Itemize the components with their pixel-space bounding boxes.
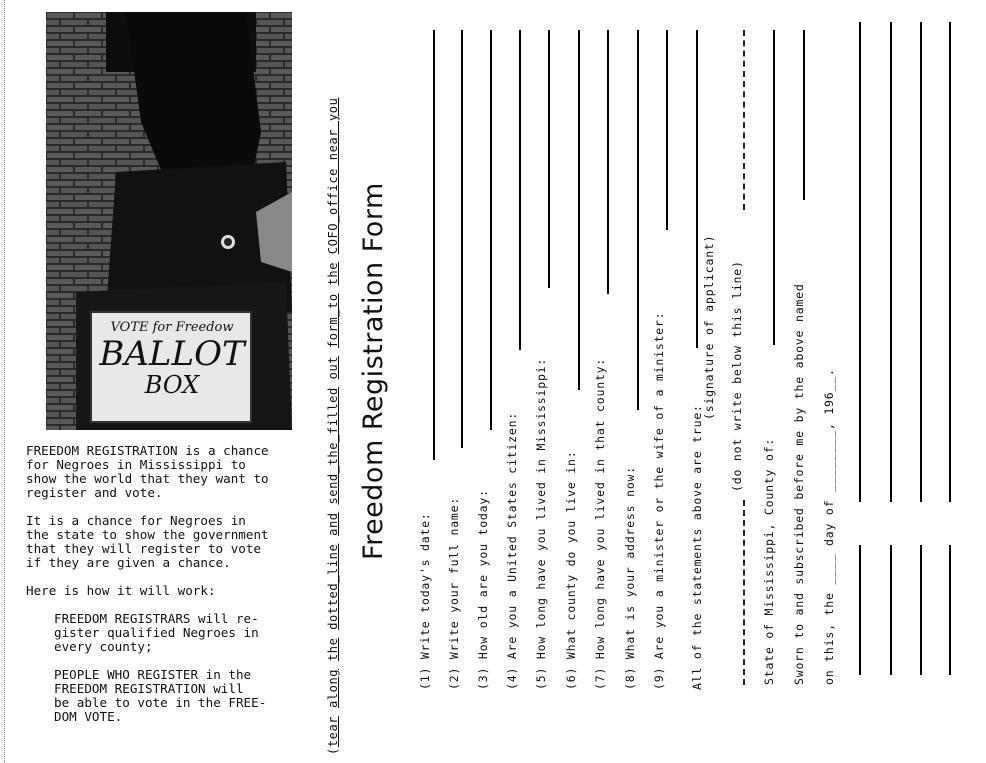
- question-1: [418, 512, 432, 690]
- question-number: (1): [418, 666, 432, 690]
- dashed-separator-top: [743, 30, 745, 210]
- question-text: What county do you live in:: [564, 450, 578, 660]
- statements-true-label: All of the statements above are true:: [690, 404, 704, 690]
- signature-label: (signature of applicant): [702, 234, 716, 420]
- intro-text: [26, 444, 316, 738]
- question-2: [447, 497, 461, 690]
- question-number: (2): [447, 666, 461, 690]
- county-line: [773, 30, 775, 345]
- question-number: (3): [476, 666, 490, 690]
- official-line-2: [859, 545, 861, 675]
- sign-line-3: BOX: [144, 371, 200, 399]
- answer-line-5: [548, 30, 550, 288]
- official-line-4: [890, 545, 892, 675]
- on-this-label: on this, the ____ day of ________, 196__.: [822, 368, 836, 685]
- intro-paragraph-2: It is a chance for Negroes in the state to show the government that they will register to vote if they are given a chance.: [26, 513, 269, 570]
- question-text: How old are you today:: [476, 489, 490, 660]
- answer-line-4: [519, 30, 521, 350]
- question-5: [534, 358, 548, 690]
- question-number: (6): [564, 666, 578, 690]
- official-line-7: [949, 22, 951, 502]
- question-text: What is your address now:: [623, 466, 637, 660]
- sign-line-2: BALLOT: [99, 334, 245, 374]
- sign-line-1: VOTE for Freedow: [110, 320, 234, 335]
- question-8: [623, 466, 637, 690]
- question-4: [505, 412, 519, 690]
- question-text: Are you a minister or the wife of a minister:: [652, 311, 666, 660]
- answer-line-6: [578, 30, 580, 390]
- official-line-8: [949, 545, 951, 675]
- question-number: (8): [623, 666, 637, 690]
- dashed-separator-bottom: [743, 500, 745, 685]
- tear-instruction: (tear along the dotted_line and send_the_filled out form_to the COFO_office near you: [326, 97, 340, 755]
- question-3: [476, 489, 490, 690]
- sworn-label: Sworn to and subscribed before me by the above named: [792, 283, 806, 685]
- intro-paragraph-1: FREEDOM REGISTRATION is a chance for Negroes in Mississippi to show the world that they want to register and vote.: [26, 443, 269, 500]
- question-6: [564, 451, 578, 690]
- do-not-write-label: (do not write below this line): [730, 260, 744, 492]
- answer-line-7: [607, 30, 609, 294]
- question-number: (7): [593, 666, 607, 690]
- question-text: How long have you lived in that county:: [593, 357, 607, 660]
- named-line: [803, 30, 805, 200]
- answer-line-9: [666, 30, 668, 230]
- question-text: Write today's date:: [418, 512, 432, 660]
- question-text: Are you a United States citizen:: [505, 411, 519, 660]
- question-number: (9): [652, 666, 666, 690]
- official-line-3: [890, 22, 892, 502]
- intro-paragraph-5: PEOPLE WHO REGISTER in the FREEDOM REGISTRATION will be able to vote in the FREE- DOM VOTE.: [54, 667, 267, 724]
- question-number: (5): [534, 666, 548, 690]
- answer-line-2: [461, 30, 463, 448]
- official-line-5: [920, 22, 922, 502]
- intro-paragraph-4: FREEDOM REGISTRARS will re- gister qualified Negroes in every county;: [54, 611, 259, 654]
- answer-line-3: [490, 30, 492, 430]
- question-7: [593, 358, 607, 690]
- answer-line-1: [433, 30, 435, 460]
- ballot-box-photo: [46, 12, 292, 430]
- official-line-1: [859, 22, 861, 502]
- intro-paragraph-3: Here is how it will work:: [26, 583, 216, 598]
- question-text: Write your full name:: [447, 496, 461, 660]
- question-text: How long have you lived in Mississippi:: [534, 357, 548, 660]
- signature-line: [696, 30, 698, 348]
- answer-line-8: [637, 30, 639, 410]
- state-county-label: State of Mississippi, County of:: [762, 437, 776, 685]
- question-9: [652, 312, 666, 690]
- form-title: Freedom Registration Form: [358, 182, 389, 560]
- tear-dotted-line: [0, 0, 8, 763]
- official-line-6: [920, 545, 922, 675]
- question-number: (4): [505, 666, 519, 690]
